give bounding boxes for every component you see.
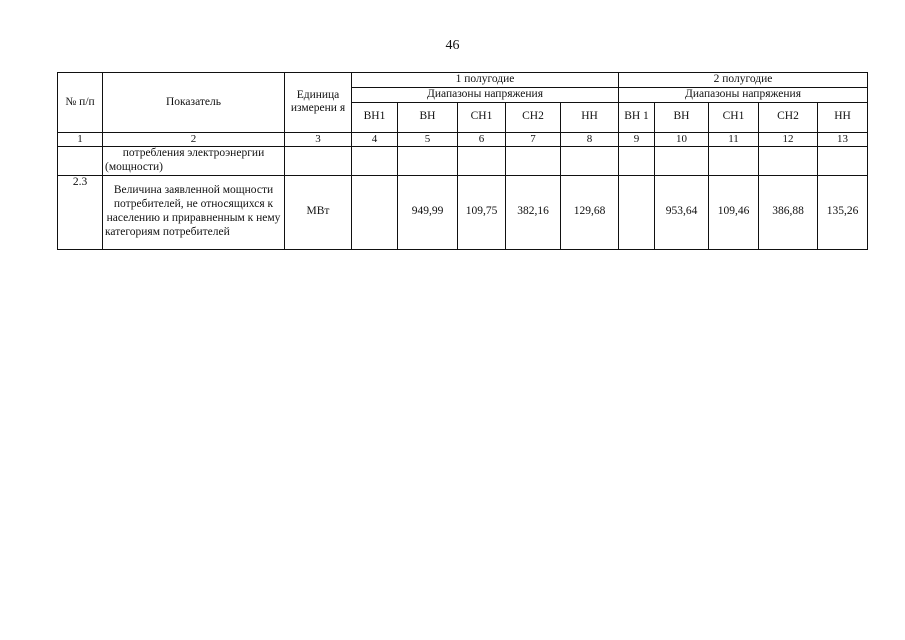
cell-value xyxy=(655,146,709,175)
column-number: 6 xyxy=(458,132,506,146)
cell-value xyxy=(619,175,655,249)
page-number: 46 xyxy=(445,38,460,53)
cell-value xyxy=(398,146,458,175)
cell-value: 135,26 xyxy=(818,175,868,249)
cell-value xyxy=(619,146,655,175)
header-col-sn1-h2: СН1 xyxy=(709,102,759,132)
cell-indicator: Величина заявленной мощности потребителей, не относящихся к населению и приравненным к нему категориям потребителей xyxy=(103,175,285,249)
column-number: 13 xyxy=(818,132,868,146)
cell-value xyxy=(506,146,561,175)
cell-value xyxy=(352,146,398,175)
cell-value xyxy=(458,146,506,175)
cell-value: 109,46 xyxy=(709,175,759,249)
table-row xyxy=(58,175,868,249)
column-number: 3 xyxy=(285,132,352,146)
cell-row-no: 2.3 xyxy=(58,175,103,249)
column-number: 7 xyxy=(506,132,561,146)
cell-value xyxy=(561,146,619,175)
header-col-nn-h2: НН xyxy=(818,102,868,132)
column-number: 10 xyxy=(655,132,709,146)
header-row-halves xyxy=(58,73,868,88)
column-number: 1 xyxy=(58,132,103,146)
column-number-row xyxy=(58,132,868,146)
header-col-sn2: СН2 xyxy=(506,102,561,132)
header-half-2: 2 полугодие xyxy=(619,73,868,88)
header-col-vn: ВН xyxy=(398,102,458,132)
header-half-1: 1 полугодие xyxy=(352,73,619,88)
column-number: 11 xyxy=(709,132,759,146)
header-unit: Единица измерени я xyxy=(285,73,352,133)
cell-unit: МВт xyxy=(285,175,352,249)
header-voltage-ranges-1: Диапазоны напряжения xyxy=(352,88,619,103)
header-voltage-ranges-2: Диапазоны напряжения xyxy=(619,88,868,103)
column-number: 2 xyxy=(103,132,285,146)
header-indicator: Показатель xyxy=(103,73,285,133)
cell-value xyxy=(709,146,759,175)
header-col-sn2-h2: СН2 xyxy=(759,102,818,132)
header-col-vn-h2: ВН xyxy=(655,102,709,132)
header-row-no: № п/п xyxy=(58,73,103,133)
cell-value: 949,99 xyxy=(398,175,458,249)
header-col-nn: НН xyxy=(561,102,619,132)
cell-value: 129,68 xyxy=(561,175,619,249)
cell-value xyxy=(818,146,868,175)
cell-value xyxy=(759,146,818,175)
cell-value: 109,75 xyxy=(458,175,506,249)
header-col-vn1: ВН1 xyxy=(352,102,398,132)
cell-value: 382,16 xyxy=(506,175,561,249)
cell-row-no xyxy=(58,146,103,175)
cell-value xyxy=(352,175,398,249)
column-number: 4 xyxy=(352,132,398,146)
column-number: 8 xyxy=(561,132,619,146)
column-number: 9 xyxy=(619,132,655,146)
header-col-sn1: СН1 xyxy=(458,102,506,132)
cell-unit xyxy=(285,146,352,175)
cell-indicator: потребления электроэнергии (мощности) xyxy=(103,146,285,175)
column-number: 5 xyxy=(398,132,458,146)
column-number: 12 xyxy=(759,132,818,146)
cell-value: 953,64 xyxy=(655,175,709,249)
table-row xyxy=(58,146,868,175)
cell-value: 386,88 xyxy=(759,175,818,249)
data-table xyxy=(57,72,868,250)
header-col-vn1-h2: ВН 1 xyxy=(619,102,655,132)
